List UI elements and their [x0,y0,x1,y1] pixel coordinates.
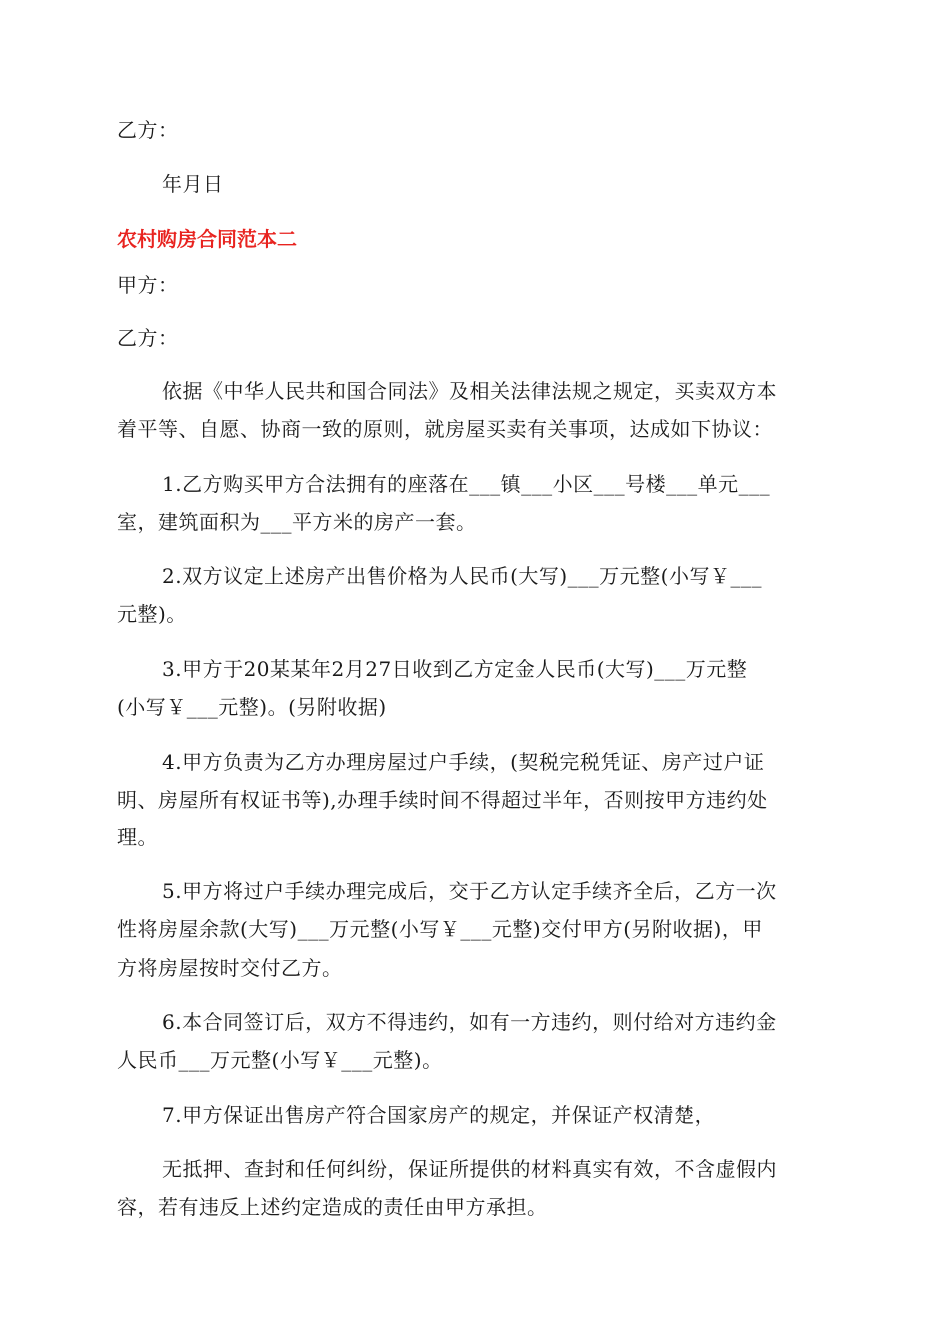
clause-line: 性将房屋余款(大写)___万元整(小写￥___元整)交付甲方(另附收据)，甲 [117,917,763,941]
clause-line: 3.甲方于20某某年2月27日收到乙方定金人民币(大写)___万元整 [162,657,748,681]
date-line: 年月日 [162,172,224,196]
clause-line: 明、房屋所有权证书等),办理手续时间不得超过半年，否则按甲方违约处 [117,788,768,812]
clause-line: 无抵押、查封和任何纠纷，保证所提供的材料真实有效，不含虚假内 [162,1157,777,1181]
section-title: 农村购房合同范本二 [117,227,297,251]
clause-line: 5.甲方将过户手续办理完成后，交于乙方认定手续齐全后，乙方一次 [162,879,777,903]
clause-line: 方将房屋按时交付乙方。 [117,956,343,980]
clause-line: 2.双方议定上述房产出售价格为人民币(大写)___万元整(小写￥___ [162,564,762,588]
clause-line: 6.本合同签订后，双方不得违约，如有一方违约，则付给对方违约金 [162,1010,777,1034]
clause-line: 1.乙方购买甲方合法拥有的座落在___镇___小区___号楼___单元___ [162,472,771,496]
clause-line: 理。 [117,825,158,849]
party-yi-label-top: 乙方： [117,118,179,142]
party-yi-label: 乙方： [117,326,179,350]
clause-line: 元整)。 [117,602,187,626]
clause-line: 室，建筑面积为___平方米的房产一套。 [117,510,477,534]
clause-line: 人民币___万元整(小写￥___元整)。 [117,1048,443,1072]
clause-line: 4.甲方负责为乙方办理房屋过户手续，(契税完税凭证、房产过户证 [162,750,765,774]
party-jia-label: 甲方： [117,273,179,297]
intro-line: 着平等、自愿、协商一致的原则，就房屋买卖有关事项，达成如下协议： [117,417,773,441]
clause-line: 7.甲方保证出售房产符合国家房产的规定，并保证产权清楚， [162,1103,716,1127]
clause-line: 容，若有违反上述约定造成的责任由甲方承担。 [117,1195,548,1219]
clause-line: (小写￥___元整)。(另附收据) [117,695,387,719]
intro-line: 依据《中华人民共和国合同法》及相关法律法规之规定，买卖双方本 [162,379,777,403]
